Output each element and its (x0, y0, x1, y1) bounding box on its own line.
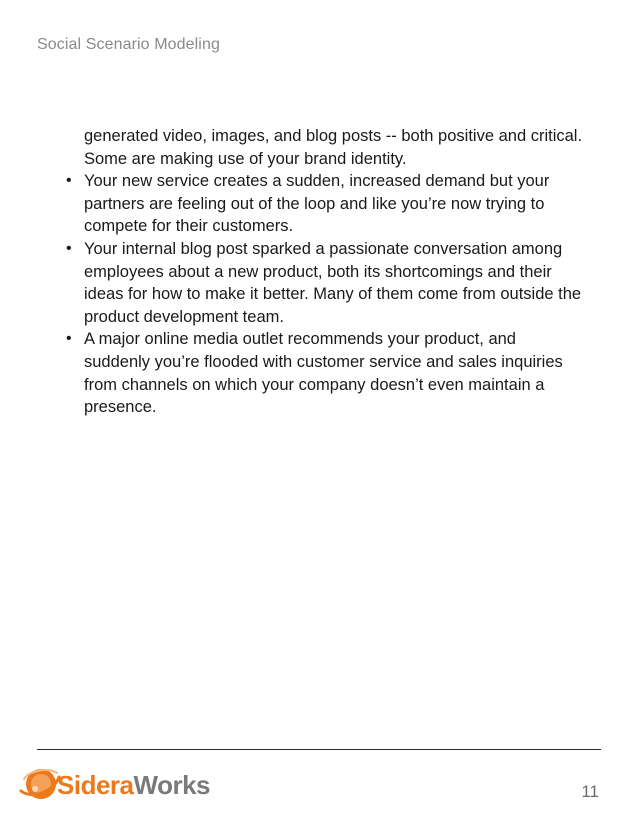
page-body (64, 125, 584, 419)
logo-text-works: Works (133, 770, 210, 800)
bullet-text: Your new service creates a sudden, increased demand but your partners are feeling out of the loop and like you’re now trying to compete for their customers. (84, 172, 550, 236)
list-item (64, 238, 584, 328)
continued-paragraph: generated video, images, and blog posts -- both positive and critical. Some are making use of your brand identity. (84, 127, 583, 168)
bullet-icon: • (66, 172, 72, 190)
sideraworks-logo (17, 759, 217, 809)
bullet-text: Your internal blog post sparked a passionate conversation among employees about a new product, both its shortcomings and their ideas for how to make it better. Many of them come from outside the product development team. (84, 239, 582, 326)
list-item (64, 328, 584, 418)
bullet-list (64, 170, 584, 419)
logo-text-sidera: Sidera (57, 770, 134, 800)
bullet-text: A major online media outlet recommends your product, and suddenly you’re flooded with customer service and sales inquiries from channels on which your company doesn’t even maintain a presence. (84, 330, 563, 417)
planet-logo-icon (17, 759, 61, 809)
bullet-icon: • (66, 330, 72, 348)
list-item (64, 170, 584, 238)
page-header-title: Social Scenario Modeling (37, 36, 220, 53)
logo-wordmark (57, 770, 210, 801)
footer-divider (37, 749, 601, 750)
bullet-icon: • (66, 239, 72, 257)
page-number: 11 (581, 782, 599, 801)
